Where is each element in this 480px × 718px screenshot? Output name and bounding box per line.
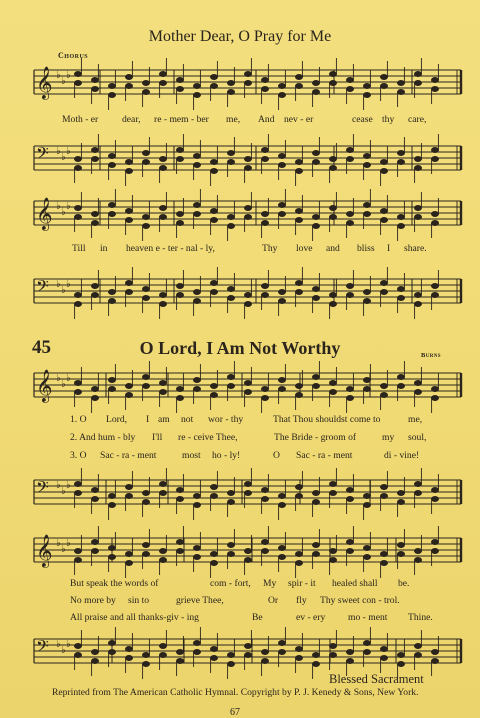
flat-icon: ♭	[66, 373, 71, 384]
copyright-credit: Reprinted from The American Catholic Hymnal. Copyright by P. J. Kenedy & Sons, New York.	[52, 687, 419, 698]
lyric-word: nev - er	[284, 114, 314, 125]
lyric-word: Sac - ra - ment	[296, 450, 353, 461]
lyric-word: Till	[72, 243, 86, 254]
note-head	[261, 283, 268, 288]
song-title: Mother Dear, O Pray for Me	[148, 28, 332, 45]
note-head	[329, 156, 336, 161]
lyric-word: I	[146, 414, 150, 425]
note-head	[278, 640, 285, 645]
note-head	[414, 156, 421, 161]
flat-icon: ♭	[61, 76, 66, 87]
note-head	[431, 487, 438, 492]
note-head	[176, 539, 183, 544]
lyric-word: The Bride - groom of	[274, 432, 357, 443]
chorus-label: Chorus	[58, 51, 89, 60]
note-head	[210, 484, 217, 489]
flat-icon: ♭	[56, 538, 61, 549]
note-head	[397, 652, 404, 657]
note-head	[295, 646, 302, 651]
note-head	[431, 539, 438, 544]
note-head	[329, 380, 336, 385]
note-head	[329, 548, 336, 553]
note-head	[244, 548, 251, 553]
note-head	[414, 548, 421, 553]
note-head	[295, 280, 302, 285]
note-head	[329, 71, 336, 76]
note-head	[125, 280, 132, 285]
hymn-number: 45	[32, 337, 51, 358]
flat-icon: ♭	[61, 207, 66, 218]
note-head	[108, 153, 115, 158]
composer-name: Burns	[421, 352, 441, 359]
note-head	[295, 551, 302, 556]
note-head	[397, 542, 404, 547]
lyric-word: But speak the words of	[70, 578, 159, 589]
note-head	[193, 640, 200, 645]
lyric-word: That Thou shouldst come to	[273, 414, 381, 425]
note-head	[414, 481, 421, 486]
lyric-word: Be	[252, 612, 263, 623]
lyric-word: be.	[398, 578, 410, 589]
lyric-word: 3. O	[70, 450, 87, 461]
note-head	[244, 481, 251, 486]
lyric-word: most	[182, 450, 201, 461]
note-head	[414, 380, 421, 385]
flat-icon: ♭	[61, 544, 66, 555]
note-head	[261, 77, 268, 82]
note-head	[244, 205, 251, 210]
hymn-title: O Lord, I Am Not Worthy	[139, 338, 341, 358]
lyric-word: I'll	[152, 432, 163, 443]
flat-icon: ♭	[66, 279, 71, 290]
note-head	[329, 643, 336, 648]
note-head	[108, 289, 115, 294]
lyric-word: and	[326, 243, 340, 254]
note-head	[278, 289, 285, 294]
note-head	[397, 80, 404, 85]
treble-clef-icon: 𝄞	[36, 534, 53, 567]
note-head	[176, 147, 183, 152]
note-head	[227, 80, 234, 85]
note-head	[108, 640, 115, 645]
bass-clef-icon: 𝄢	[36, 477, 49, 501]
note-head	[142, 490, 149, 495]
note-head	[159, 71, 166, 76]
note-head	[261, 147, 268, 152]
lyric-word: O	[273, 450, 280, 461]
note-head	[278, 83, 285, 88]
note-head	[74, 643, 81, 648]
note-head	[329, 205, 336, 210]
note-head	[108, 202, 115, 207]
note-head	[363, 377, 370, 382]
lyric-word: my	[382, 432, 395, 443]
note-head	[346, 211, 353, 216]
flat-icon: ♭	[61, 285, 66, 296]
lyric-word: ev - ery	[296, 612, 326, 623]
treble-clef-icon: 𝄞	[36, 66, 53, 99]
note-head	[210, 208, 217, 213]
note-head	[210, 383, 217, 388]
note-head	[193, 493, 200, 498]
note-head	[193, 202, 200, 207]
note-head	[363, 545, 370, 550]
note-head	[176, 386, 183, 391]
note-head	[295, 383, 302, 388]
note-head	[176, 77, 183, 82]
note-head	[312, 542, 319, 547]
note-head	[397, 214, 404, 219]
note-head	[346, 77, 353, 82]
note-head	[380, 484, 387, 489]
note-head	[227, 542, 234, 547]
flat-icon: ♭	[61, 152, 66, 163]
note-head	[227, 286, 234, 291]
lyric-word: care,	[408, 114, 427, 125]
note-head	[363, 289, 370, 294]
lyric-word: heaven e - ter - nal - ly,	[126, 243, 215, 254]
note-head	[431, 283, 438, 288]
note-head	[244, 71, 251, 76]
note-head	[74, 548, 81, 553]
note-head	[346, 386, 353, 391]
lyric-word: re - ceive Thee,	[178, 432, 238, 443]
lyric-word: me,	[226, 114, 241, 125]
note-head	[210, 551, 217, 556]
note-head	[125, 383, 132, 388]
note-head	[397, 374, 404, 379]
flat-icon: ♭	[56, 373, 61, 384]
note-head	[210, 646, 217, 651]
note-head	[176, 283, 183, 288]
note-head	[414, 205, 421, 210]
bass-clef-icon: 𝄢	[36, 143, 49, 167]
lyric-word: love	[296, 243, 313, 254]
lyric-word: re - mem - ber	[154, 114, 209, 125]
note-head	[329, 292, 336, 297]
lyric-word: thy	[382, 114, 395, 125]
lyric-word: Lord,	[106, 414, 128, 425]
note-head	[210, 159, 217, 164]
lyric-word: grieve Thee,	[176, 595, 224, 606]
lyric-word: No more by	[70, 595, 116, 606]
note-head	[91, 649, 98, 654]
note-head	[380, 74, 387, 79]
note-head	[125, 74, 132, 79]
bass-clef-icon: 𝄢	[36, 276, 49, 300]
note-head	[397, 150, 404, 155]
section-heading: Blessed Sacrament	[329, 672, 424, 686]
lyric-word: I	[387, 243, 391, 254]
flat-icon: ♭	[66, 70, 71, 81]
note-head	[278, 545, 285, 550]
note-head	[74, 71, 81, 76]
note-head	[312, 490, 319, 495]
lyric-word: soul,	[408, 432, 427, 443]
note-head	[431, 649, 438, 654]
lyric-word: sin to	[128, 595, 150, 606]
note-head	[278, 377, 285, 382]
flat-icon: ♭	[66, 538, 71, 549]
note-head	[108, 545, 115, 550]
note-head	[346, 283, 353, 288]
note-head	[278, 202, 285, 207]
lyric-word: me,	[408, 414, 423, 425]
note-head	[74, 380, 81, 385]
note-head	[312, 150, 319, 155]
note-head	[295, 208, 302, 213]
note-head	[431, 386, 438, 391]
note-head	[193, 545, 200, 550]
note-head	[193, 153, 200, 158]
page-number: 67	[230, 707, 240, 718]
note-head	[278, 153, 285, 158]
lyric-word: not	[181, 414, 194, 425]
note-head	[91, 487, 98, 492]
note-head	[397, 286, 404, 291]
lyric-word: healed shall	[332, 578, 378, 589]
lyric-word: fly	[296, 595, 307, 606]
note-head	[414, 292, 421, 297]
note-head	[227, 214, 234, 219]
lyric-word: am	[158, 414, 170, 425]
note-head	[142, 374, 149, 379]
note-head	[227, 490, 234, 495]
note-head	[210, 280, 217, 285]
note-head	[125, 159, 132, 164]
lyric-word: wor - thy	[208, 414, 244, 425]
note-head	[193, 289, 200, 294]
note-head	[159, 380, 166, 385]
lyric-word: dear,	[122, 114, 141, 125]
note-head	[227, 150, 234, 155]
note-head	[74, 205, 81, 210]
note-head	[193, 377, 200, 382]
note-head	[227, 652, 234, 657]
note-head	[91, 386, 98, 391]
lyric-word: ho - ly!	[212, 450, 241, 461]
note-head	[346, 649, 353, 654]
note-head	[159, 481, 166, 486]
note-head	[142, 286, 149, 291]
lyric-word: Moth - er	[62, 114, 99, 125]
lyric-word: spir - it	[288, 578, 316, 589]
flat-icon: ♭	[56, 70, 61, 81]
note-head	[261, 539, 268, 544]
note-head	[346, 487, 353, 492]
note-head	[312, 286, 319, 291]
note-head	[380, 159, 387, 164]
flat-icon: ♭	[56, 279, 61, 290]
note-head	[142, 80, 149, 85]
lyric-word: Sac - ra - ment	[100, 450, 157, 461]
lyric-word: 1. O	[70, 414, 87, 425]
note-head	[142, 542, 149, 547]
note-head	[363, 153, 370, 158]
treble-clef-icon: 𝄞	[36, 197, 53, 230]
note-head	[176, 649, 183, 654]
note-head	[91, 147, 98, 152]
lyric-word: 2. And hum - bly	[70, 432, 136, 443]
note-head	[74, 292, 81, 297]
note-head	[91, 211, 98, 216]
note-head	[380, 208, 387, 213]
note-head	[312, 652, 319, 657]
note-head	[244, 643, 251, 648]
note-head	[159, 292, 166, 297]
note-head	[159, 205, 166, 210]
note-head	[380, 280, 387, 285]
flat-icon: ♭	[56, 480, 61, 491]
note-head	[363, 640, 370, 645]
note-head	[210, 74, 217, 79]
note-head	[380, 551, 387, 556]
lyric-word: Thine.	[408, 612, 433, 623]
note-head	[74, 481, 81, 486]
note-head	[159, 643, 166, 648]
note-head	[380, 383, 387, 388]
lyric-word: cease	[352, 114, 373, 125]
lyric-word: Thy sweet con - trol.	[320, 595, 400, 606]
note-head	[125, 484, 132, 489]
note-head	[329, 481, 336, 486]
note-head	[312, 374, 319, 379]
note-head	[193, 83, 200, 88]
lyric-word: share.	[404, 243, 427, 254]
note-head	[261, 649, 268, 654]
note-head	[244, 292, 251, 297]
note-head	[312, 214, 319, 219]
note-head	[295, 159, 302, 164]
note-head	[363, 493, 370, 498]
note-head	[431, 77, 438, 82]
note-head	[244, 156, 251, 161]
lyric-word: Or	[268, 595, 279, 606]
note-head	[108, 83, 115, 88]
note-head	[125, 646, 132, 651]
note-head	[278, 493, 285, 498]
note-head	[91, 283, 98, 288]
lyric-word: Thy	[262, 243, 278, 254]
note-head	[159, 156, 166, 161]
note-head	[244, 380, 251, 385]
note-head	[431, 211, 438, 216]
note-head	[295, 74, 302, 79]
flat-icon: ♭	[66, 201, 71, 212]
note-head	[261, 211, 268, 216]
note-head	[261, 487, 268, 492]
lyric-word: mo - ment	[348, 612, 388, 623]
flat-icon: ♭	[66, 146, 71, 157]
bass-clef-icon: 𝄢	[36, 636, 49, 660]
note-head	[91, 77, 98, 82]
flat-icon: ♭	[56, 201, 61, 212]
note-head	[363, 202, 370, 207]
lyric-word: My	[263, 578, 277, 589]
note-head	[125, 551, 132, 556]
flat-icon: ♭	[61, 645, 66, 656]
note-head	[261, 386, 268, 391]
flat-icon: ♭	[56, 639, 61, 650]
flat-icon: ♭	[66, 639, 71, 650]
lyric-word: di - vine!	[384, 450, 420, 461]
note-head	[363, 83, 370, 88]
note-head	[414, 71, 421, 76]
flat-icon: ♭	[66, 480, 71, 491]
note-head	[91, 539, 98, 544]
note-head	[176, 211, 183, 216]
lyric-word: And	[258, 114, 275, 125]
lyric-word: com - fort,	[210, 578, 251, 589]
note-head	[346, 147, 353, 152]
note-head	[414, 643, 421, 648]
note-head	[125, 208, 132, 213]
flat-icon: ♭	[61, 379, 66, 390]
flat-icon: ♭	[56, 146, 61, 157]
note-head	[397, 490, 404, 495]
lyric-word: in	[100, 243, 108, 254]
note-head	[74, 156, 81, 161]
flat-icon: ♭	[61, 486, 66, 497]
note-head	[176, 487, 183, 492]
treble-clef-icon: 𝄞	[36, 369, 53, 402]
note-head	[142, 652, 149, 657]
note-head	[142, 150, 149, 155]
note-head	[227, 374, 234, 379]
note-head	[142, 214, 149, 219]
note-head	[159, 548, 166, 553]
note-head	[312, 80, 319, 85]
note-head	[431, 147, 438, 152]
note-head	[295, 484, 302, 489]
lyric-word: All praise and all thanks-giv - ing	[70, 612, 199, 623]
note-head	[346, 539, 353, 544]
note-head	[108, 493, 115, 498]
note-head	[108, 377, 115, 382]
note-head	[380, 646, 387, 651]
lyric-word: bliss	[357, 243, 375, 254]
